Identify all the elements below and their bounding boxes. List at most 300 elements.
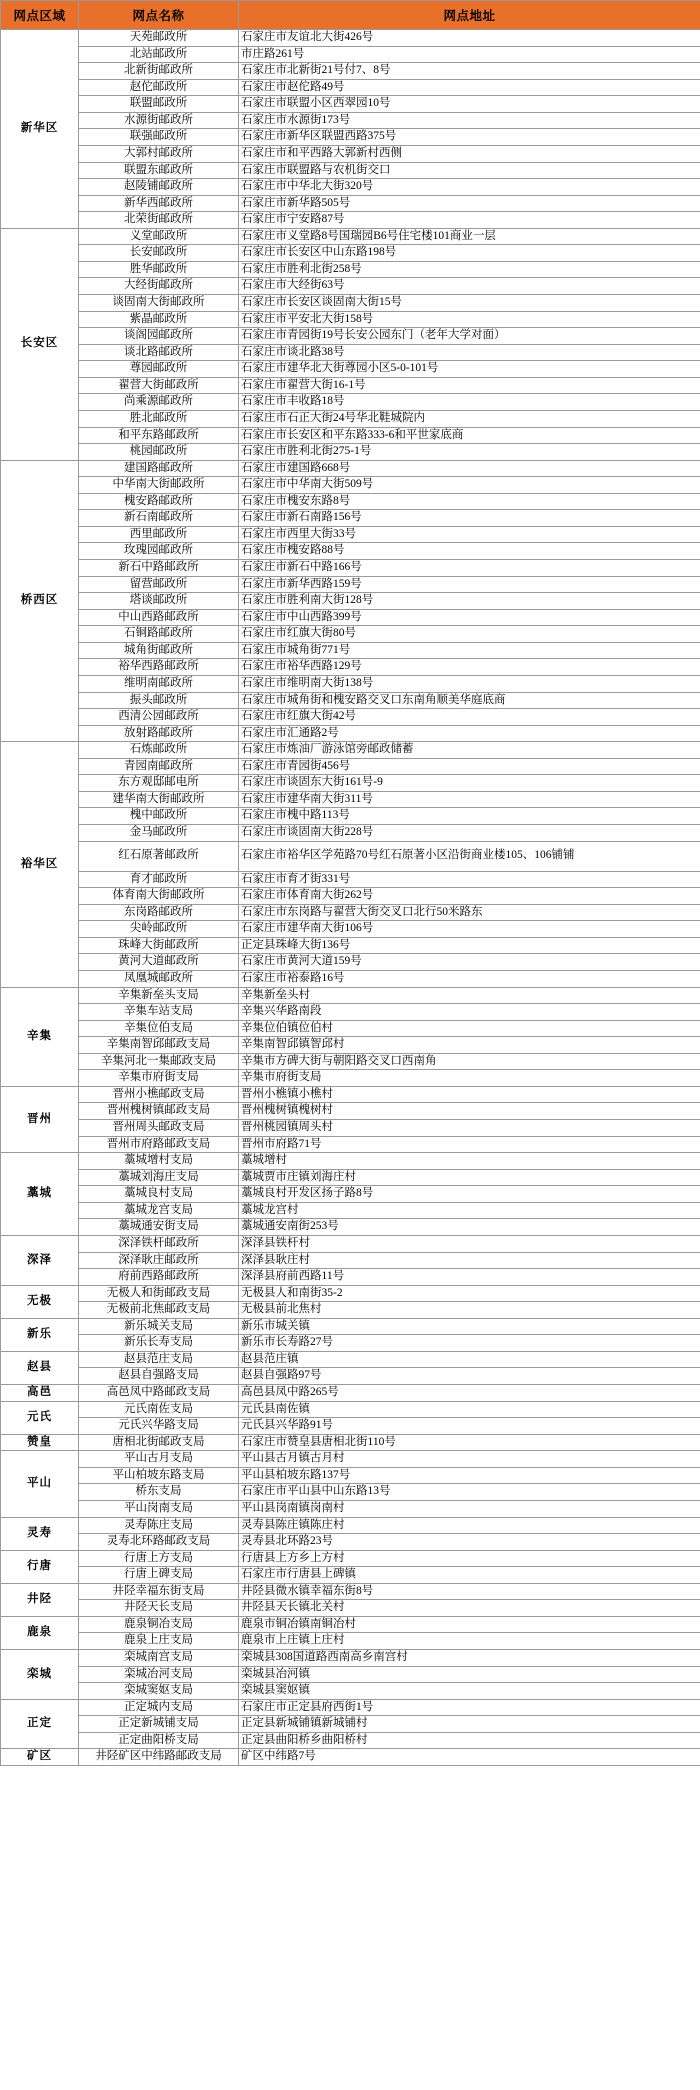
branch-address-cell: 石家庄市长安区中山东路198号 (239, 245, 700, 262)
branch-name-cell: 平山柏坡东路支局 (79, 1467, 239, 1484)
table-row (1, 1567, 700, 1584)
branch-address-cell: 石家庄市谈固东大街161号-9 (239, 775, 700, 792)
branch-address-cell: 深泽县耿庄村 (239, 1252, 700, 1269)
branch-name-cell: 北新街邮政所 (79, 63, 239, 80)
branch-address-cell: 辛集兴华路南段 (239, 1004, 700, 1021)
region-cell: 井陉 (1, 1583, 79, 1616)
branch-address-cell: 石家庄市胜利北街258号 (239, 261, 700, 278)
table-row (1, 1053, 700, 1070)
branch-name-cell: 新乐城关支局 (79, 1318, 239, 1335)
branch-address-cell: 元氏县兴华路91号 (239, 1418, 700, 1435)
branch-name-cell: 北荣街邮政所 (79, 212, 239, 229)
branch-name-cell: 谈阁园邮政所 (79, 328, 239, 345)
branch-name-cell: 深泽铁杆邮政所 (79, 1235, 239, 1252)
table-row (1, 129, 700, 146)
table-row (1, 1186, 700, 1203)
branch-address-cell: 市庄路261号 (239, 46, 700, 63)
region-cell: 灵寿 (1, 1517, 79, 1550)
branch-address-cell: 石家庄市义堂路8号国瑞园B6号住宅楼101商业一层 (239, 228, 700, 245)
table-row (1, 1716, 700, 1733)
branch-address-cell: 石家庄市赵佗路49号 (239, 79, 700, 96)
column-header-region: 网点区域 (1, 1, 79, 30)
branch-address-cell: 石家庄市黄河大道159号 (239, 954, 700, 971)
branch-address-cell: 矿区中纬路7号 (239, 1749, 700, 1766)
branch-address-cell: 石家庄市联盟路与农机街交口 (239, 162, 700, 179)
branch-address-cell: 石家庄市建国路668号 (239, 460, 700, 477)
branch-name-cell: 义堂邮政所 (79, 228, 239, 245)
branch-address-cell: 石家庄市建华南大街311号 (239, 791, 700, 808)
table-row (1, 626, 700, 643)
table-row (1, 112, 700, 129)
branch-name-cell: 深泽耿庄邮政所 (79, 1252, 239, 1269)
branch-name-cell: 无极前北焦邮政支局 (79, 1302, 239, 1319)
table-row (1, 427, 700, 444)
branch-name-cell: 栾城冶河支局 (79, 1666, 239, 1683)
region-cell: 矿区 (1, 1749, 79, 1766)
table-row (1, 344, 700, 361)
table-row (1, 295, 700, 312)
branch-address-cell: 辛集新垒头村 (239, 987, 700, 1004)
branch-address-cell: 平山县柏坡东路137号 (239, 1467, 700, 1484)
region-cell: 晋州 (1, 1086, 79, 1152)
region-cell: 行唐 (1, 1550, 79, 1583)
region-cell: 深泽 (1, 1235, 79, 1285)
branch-name-cell: 桃园邮政所 (79, 444, 239, 461)
branch-name-cell: 黄河大道邮政所 (79, 954, 239, 971)
table-row (1, 410, 700, 427)
branch-address-cell: 石家庄市红旗大街80号 (239, 626, 700, 643)
branch-address-cell: 石家庄市育才街331号 (239, 871, 700, 888)
branch-address-cell: 新乐市城关镇 (239, 1318, 700, 1335)
branch-name-cell: 藁城良村支局 (79, 1186, 239, 1203)
branch-address-cell: 无极县前北焦村 (239, 1302, 700, 1319)
table-row (1, 228, 700, 245)
branch-address-cell: 石家庄市谈北路38号 (239, 344, 700, 361)
branch-address-cell: 高邑县凤中路265号 (239, 1385, 700, 1402)
branch-name-cell: 联盟邮政所 (79, 96, 239, 113)
table-row (1, 1004, 700, 1021)
branch-address-cell: 灵寿县北环路23号 (239, 1534, 700, 1551)
branch-address-cell: 石家庄市长安区谈固南大街15号 (239, 295, 700, 312)
branch-name-cell: 辛集新垒头支局 (79, 987, 239, 1004)
table-row (1, 1285, 700, 1302)
table-row (1, 1600, 700, 1617)
table-row (1, 1252, 700, 1269)
table-row (1, 1666, 700, 1683)
branch-address-cell: 石家庄市城角街771号 (239, 642, 700, 659)
table-row (1, 1020, 700, 1037)
table-row (1, 1699, 700, 1716)
branch-address-cell: 行唐县上方乡上方村 (239, 1550, 700, 1567)
branch-address-cell: 晋州桃园镇周头村 (239, 1120, 700, 1137)
branch-name-cell: 珠峰大街邮政所 (79, 937, 239, 954)
table-row (1, 791, 700, 808)
table-row (1, 63, 700, 80)
branch-address-cell: 石家庄市中华南大街509号 (239, 477, 700, 494)
branch-name-cell: 水源街邮政所 (79, 112, 239, 129)
branch-name-cell: 藁城龙宫支局 (79, 1202, 239, 1219)
branch-address-cell: 栾城县窦妪镇 (239, 1683, 700, 1700)
branch-address-cell: 石家庄市中山西路399号 (239, 609, 700, 626)
region-cell: 正定 (1, 1699, 79, 1749)
table-row (1, 675, 700, 692)
branch-name-cell: 平山岗南支局 (79, 1500, 239, 1517)
table-row (1, 1368, 700, 1385)
table-row (1, 1103, 700, 1120)
branch-name-cell: 裕华西路邮政所 (79, 659, 239, 676)
branch-address-cell: 深泽县府前西路11号 (239, 1269, 700, 1286)
table-row (1, 1451, 700, 1468)
table-row (1, 1153, 700, 1170)
branch-name-cell: 栾城南宫支局 (79, 1650, 239, 1667)
table-row (1, 1550, 700, 1567)
branch-name-cell: 辛集市府街支局 (79, 1070, 239, 1087)
branch-name-cell: 槐安路邮政所 (79, 493, 239, 510)
table-row (1, 709, 700, 726)
table-row (1, 1749, 700, 1766)
table-row (1, 1070, 700, 1087)
branch-name-cell: 正定新城铺支局 (79, 1716, 239, 1733)
table-row (1, 444, 700, 461)
branch-address-cell: 石家庄市联盟小区西翠园10号 (239, 96, 700, 113)
table-row (1, 609, 700, 626)
table-row (1, 1633, 700, 1650)
branch-address-cell: 石家庄市青园街19号长安公园东门（老年大学对面） (239, 328, 700, 345)
table-row (1, 1086, 700, 1103)
branch-address-cell: 石家庄市友谊北大街426号 (239, 30, 700, 47)
table-row (1, 261, 700, 278)
branch-address-cell: 深泽县铁杆村 (239, 1235, 700, 1252)
table-row (1, 1467, 700, 1484)
region-cell: 新华区 (1, 30, 79, 229)
table-row (1, 1434, 700, 1451)
table-row (1, 970, 700, 987)
table-row (1, 179, 700, 196)
region-cell: 桥西区 (1, 460, 79, 742)
table-row (1, 593, 700, 610)
branch-address-cell: 石家庄市裕华西路129号 (239, 659, 700, 676)
region-cell: 藁城 (1, 1153, 79, 1236)
branch-address-cell: 栾城县冶河镇 (239, 1666, 700, 1683)
branch-name-cell: 金马邮政所 (79, 825, 239, 842)
branch-name-cell: 联强邮政所 (79, 129, 239, 146)
branch-name-cell: 西里邮政所 (79, 526, 239, 543)
table-row (1, 775, 700, 792)
branch-name-cell: 长安邮政所 (79, 245, 239, 262)
region-cell: 裕华区 (1, 742, 79, 987)
table-row (1, 1219, 700, 1236)
branch-name-cell: 高邑凤中路邮政支局 (79, 1385, 239, 1402)
table-row (1, 871, 700, 888)
branch-name-cell: 井陉矿区中纬路邮政支局 (79, 1749, 239, 1766)
branch-name-cell: 辛集河北一集邮政支局 (79, 1053, 239, 1070)
table-row (1, 526, 700, 543)
branch-address-cell: 石家庄市丰收路18号 (239, 394, 700, 411)
branch-name-cell: 平山古月支局 (79, 1451, 239, 1468)
branch-address-cell: 石家庄市石正大街24号华北鞋城院内 (239, 410, 700, 427)
column-header-name: 网点名称 (79, 1, 239, 30)
branch-name-cell: 北站邮政所 (79, 46, 239, 63)
branch-address-cell: 石家庄市西里大街33号 (239, 526, 700, 543)
region-cell: 高邑 (1, 1385, 79, 1402)
branch-address-cell: 正定县新城铺镇新城铺村 (239, 1716, 700, 1733)
table-row (1, 1202, 700, 1219)
branch-name-cell: 建华南大街邮政所 (79, 791, 239, 808)
table-row (1, 1418, 700, 1435)
branch-name-cell: 胜北邮政所 (79, 410, 239, 427)
branch-name-cell: 育才邮政所 (79, 871, 239, 888)
table-row (1, 1484, 700, 1501)
branch-address-cell: 石家庄市新华西路159号 (239, 576, 700, 593)
branch-address-cell: 石家庄市正定县府西街1号 (239, 1699, 700, 1716)
branch-name-cell: 大经街邮政所 (79, 278, 239, 295)
branch-address-cell: 石家庄市宁安路87号 (239, 212, 700, 229)
branch-address-cell: 石家庄市建华北大街尊园小区5-0-101号 (239, 361, 700, 378)
table-row (1, 1534, 700, 1551)
branch-name-cell: 辛集南智邱邮政支局 (79, 1037, 239, 1054)
region-cell: 赞皇 (1, 1434, 79, 1451)
branch-address-cell: 石家庄市建华南大街106号 (239, 921, 700, 938)
branch-name-cell: 赵县自强路支局 (79, 1368, 239, 1385)
table-row (1, 1583, 700, 1600)
branch-name-cell: 谈北路邮政所 (79, 344, 239, 361)
branch-address-cell: 石家庄市体育南大街262号 (239, 888, 700, 905)
table-row (1, 477, 700, 494)
table-body (1, 30, 700, 1766)
branch-address-cell: 石家庄市槐安东路8号 (239, 493, 700, 510)
branch-address-cell: 平山县古月镇古月村 (239, 1451, 700, 1468)
table-row (1, 560, 700, 577)
branch-name-cell: 新乐长寿支局 (79, 1335, 239, 1352)
branch-name-cell: 府前西路邮政所 (79, 1269, 239, 1286)
branch-name-cell: 晋州槐树镇邮政支局 (79, 1103, 239, 1120)
branch-name-cell: 东岗路邮政所 (79, 904, 239, 921)
branch-name-cell: 唐相北街邮政支局 (79, 1434, 239, 1451)
branch-address-cell: 藁城贾市庄镇刘海庄村 (239, 1169, 700, 1186)
branch-address-cell: 鹿泉市铜冶镇南铜冶村 (239, 1616, 700, 1633)
table-row (1, 195, 700, 212)
branch-address-cell: 晋州小樵镇小樵村 (239, 1086, 700, 1103)
table-row (1, 1169, 700, 1186)
branch-name-cell: 新石中路邮政所 (79, 560, 239, 577)
region-cell: 长安区 (1, 228, 79, 460)
table-row (1, 758, 700, 775)
branch-address-cell: 石家庄市炼油厂游泳馆旁邮政储蓄 (239, 742, 700, 759)
table-row (1, 921, 700, 938)
table-row (1, 1650, 700, 1667)
branch-name-cell: 谈固南大街邮政所 (79, 295, 239, 312)
branch-name-cell: 行唐上方支局 (79, 1550, 239, 1567)
table-row (1, 825, 700, 842)
branch-name-cell: 翟营大街邮政所 (79, 377, 239, 394)
branch-name-cell: 元氏南佐支局 (79, 1401, 239, 1418)
table-row (1, 1120, 700, 1137)
branch-address-cell: 栾城县308国道路西南高乡南宫村 (239, 1650, 700, 1667)
table-row (1, 212, 700, 229)
header-row (1, 1, 700, 30)
branch-name-cell: 尚乘源邮政所 (79, 394, 239, 411)
branch-address-cell: 新乐市长寿路27号 (239, 1335, 700, 1352)
branch-name-cell: 尖岭邮政所 (79, 921, 239, 938)
region-cell: 元氏 (1, 1401, 79, 1434)
branch-address-cell: 石家庄市胜利南大街128号 (239, 593, 700, 610)
table-row (1, 278, 700, 295)
table-row (1, 1136, 700, 1153)
branch-address-cell: 辛集位伯镇位伯村 (239, 1020, 700, 1037)
branch-address-cell: 辛集南智邱镇智邱村 (239, 1037, 700, 1054)
branch-address-cell: 石家庄市大经街63号 (239, 278, 700, 295)
table-row (1, 904, 700, 921)
branch-address-cell: 赵县范庄镇 (239, 1351, 700, 1368)
branch-name-cell: 鹿泉上庄支局 (79, 1633, 239, 1650)
branch-name-cell: 赵陵铺邮政所 (79, 179, 239, 196)
branch-address-cell: 石家庄市和平西路大郭新村西侧 (239, 145, 700, 162)
table-row (1, 394, 700, 411)
branch-name-cell: 藁城刘海庄支局 (79, 1169, 239, 1186)
branch-name-cell: 晋州周头邮政支局 (79, 1120, 239, 1137)
table-row (1, 1351, 700, 1368)
table-row (1, 361, 700, 378)
table-row (1, 692, 700, 709)
branch-name-cell: 槐中邮政所 (79, 808, 239, 825)
region-cell: 无极 (1, 1285, 79, 1318)
branch-name-cell: 辛集车站支局 (79, 1004, 239, 1021)
branch-address-cell: 藁城良村开发区扬子路8号 (239, 1186, 700, 1203)
branch-name-cell: 晋州市府路邮政支局 (79, 1136, 239, 1153)
branch-name-cell: 石铜路邮政所 (79, 626, 239, 643)
branch-name-cell: 石炼邮政所 (79, 742, 239, 759)
branch-address-cell: 石家庄市赞皇县唐相北街110号 (239, 1434, 700, 1451)
branch-name-cell: 和平东路邮政所 (79, 427, 239, 444)
branch-address-cell: 正定县曲阳桥乡曲阳桥村 (239, 1732, 700, 1749)
branch-address-cell: 石家庄市新华区联盟西路375号 (239, 129, 700, 146)
branch-address-cell: 平山县岗南镇岗南村 (239, 1500, 700, 1517)
branch-name-cell: 城角街邮政所 (79, 642, 239, 659)
table-row (1, 659, 700, 676)
branch-name-cell: 青园南邮政所 (79, 758, 239, 775)
region-cell: 平山 (1, 1451, 79, 1517)
branch-name-cell: 栾城窦妪支局 (79, 1683, 239, 1700)
table-row (1, 1517, 700, 1534)
branch-name-cell: 大郭村邮政所 (79, 145, 239, 162)
branch-address-cell: 石家庄市平山县中山东路13号 (239, 1484, 700, 1501)
region-cell: 辛集 (1, 987, 79, 1086)
branch-address-cell: 灵寿县陈庄镇陈庄村 (239, 1517, 700, 1534)
branch-address-cell: 正定县珠峰大街136号 (239, 937, 700, 954)
branch-address-cell: 石家庄市城角街和槐安路交叉口东南角顺美华庭底商 (239, 692, 700, 709)
table-row (1, 1500, 700, 1517)
branch-address-cell: 石家庄市槐中路113号 (239, 808, 700, 825)
table-row (1, 954, 700, 971)
branch-address-cell: 石家庄市裕泰路16号 (239, 970, 700, 987)
branch-address-cell: 石家庄市青园街456号 (239, 758, 700, 775)
branch-name-cell: 赵佗邮政所 (79, 79, 239, 96)
branch-name-cell: 西清公园邮政所 (79, 709, 239, 726)
branch-name-cell: 晋州小樵邮政支局 (79, 1086, 239, 1103)
branch-name-cell: 新石南邮政所 (79, 510, 239, 527)
branch-address-cell: 石家庄市长安区和平东路333-6和平世家底商 (239, 427, 700, 444)
branch-name-cell: 井陉天长支局 (79, 1600, 239, 1617)
branch-name-cell: 东方观邸邮电所 (79, 775, 239, 792)
table-row (1, 460, 700, 477)
table-row (1, 46, 700, 63)
branch-name-cell: 联盟东邮政所 (79, 162, 239, 179)
branch-name-cell: 赵县范庄支局 (79, 1351, 239, 1368)
branch-address-cell: 石家庄市胜利北街275-1号 (239, 444, 700, 461)
branch-address-cell: 石家庄市槐安路88号 (239, 543, 700, 560)
table-row (1, 30, 700, 47)
branch-address-cell: 石家庄市维明南大街138号 (239, 675, 700, 692)
table-row (1, 96, 700, 113)
branch-name-cell: 桥东支局 (79, 1484, 239, 1501)
branch-name-cell: 凤凰城邮政所 (79, 970, 239, 987)
branch-address-cell: 辛集市府街支局 (239, 1070, 700, 1087)
branch-address-cell: 晋州槐树镇槐树村 (239, 1103, 700, 1120)
branch-address-cell: 石家庄市中华北大街320号 (239, 179, 700, 196)
branch-name-cell: 正定城内支局 (79, 1699, 239, 1716)
column-header-address: 网点地址 (239, 1, 700, 30)
branch-name-cell: 井陉幸福东街支局 (79, 1583, 239, 1600)
region-cell: 新乐 (1, 1318, 79, 1351)
branch-name-cell: 灵寿北环路邮政支局 (79, 1534, 239, 1551)
branch-name-cell: 行唐上碑支局 (79, 1567, 239, 1584)
table-row (1, 888, 700, 905)
branch-address-cell: 石家庄市行唐县上碑镇 (239, 1567, 700, 1584)
branch-address-cell: 鹿泉市上庄镇上庄村 (239, 1633, 700, 1650)
table-row (1, 725, 700, 742)
branch-name-cell: 塔谈邮政所 (79, 593, 239, 610)
table-row (1, 377, 700, 394)
branch-name-cell: 紫晶邮政所 (79, 311, 239, 328)
table-row (1, 987, 700, 1004)
branch-name-cell: 尊园邮政所 (79, 361, 239, 378)
branch-name-cell: 玫瑰园邮政所 (79, 543, 239, 560)
branch-address-cell: 石家庄市汇通路2号 (239, 725, 700, 742)
table-row (1, 493, 700, 510)
branch-name-cell: 藁城通安街支局 (79, 1219, 239, 1236)
table-row (1, 1302, 700, 1319)
branch-address-cell: 石家庄市北新街21号付7、8号 (239, 63, 700, 80)
branch-address-cell: 石家庄市新石中路166号 (239, 560, 700, 577)
branch-name-cell: 维明南邮政所 (79, 675, 239, 692)
branch-address-cell: 无极县人和南街35-2 (239, 1285, 700, 1302)
branch-name-cell: 辛集位伯支局 (79, 1020, 239, 1037)
table-row (1, 1385, 700, 1402)
branch-name-cell: 胜华邮政所 (79, 261, 239, 278)
branch-name-cell: 振头邮政所 (79, 692, 239, 709)
branch-name-cell: 天苑邮政所 (79, 30, 239, 47)
table-row (1, 1616, 700, 1633)
branch-address-cell: 辛集市方碑大街与朝阳路交叉口西南角 (239, 1053, 700, 1070)
branch-address-cell: 石家庄市东岗路与翟营大街交叉口北行50米路东 (239, 904, 700, 921)
branch-address-cell: 晋州市府路71号 (239, 1136, 700, 1153)
branch-name-cell: 正定曲阳桥支局 (79, 1732, 239, 1749)
branch-name-cell: 红石原著邮政所 (79, 841, 239, 871)
branch-address-cell: 藁城通安南街253号 (239, 1219, 700, 1236)
table-header (1, 1, 700, 30)
table-row (1, 162, 700, 179)
branch-name-cell: 灵寿陈庄支局 (79, 1517, 239, 1534)
branch-name-cell: 新华西邮政所 (79, 195, 239, 212)
branch-address-cell: 元氏县南佐镇 (239, 1401, 700, 1418)
branch-name-cell: 建国路邮政所 (79, 460, 239, 477)
table-row (1, 742, 700, 759)
table-row (1, 937, 700, 954)
table-row (1, 808, 700, 825)
branch-address-cell: 石家庄市新华路505号 (239, 195, 700, 212)
table-row (1, 245, 700, 262)
table-row (1, 543, 700, 560)
